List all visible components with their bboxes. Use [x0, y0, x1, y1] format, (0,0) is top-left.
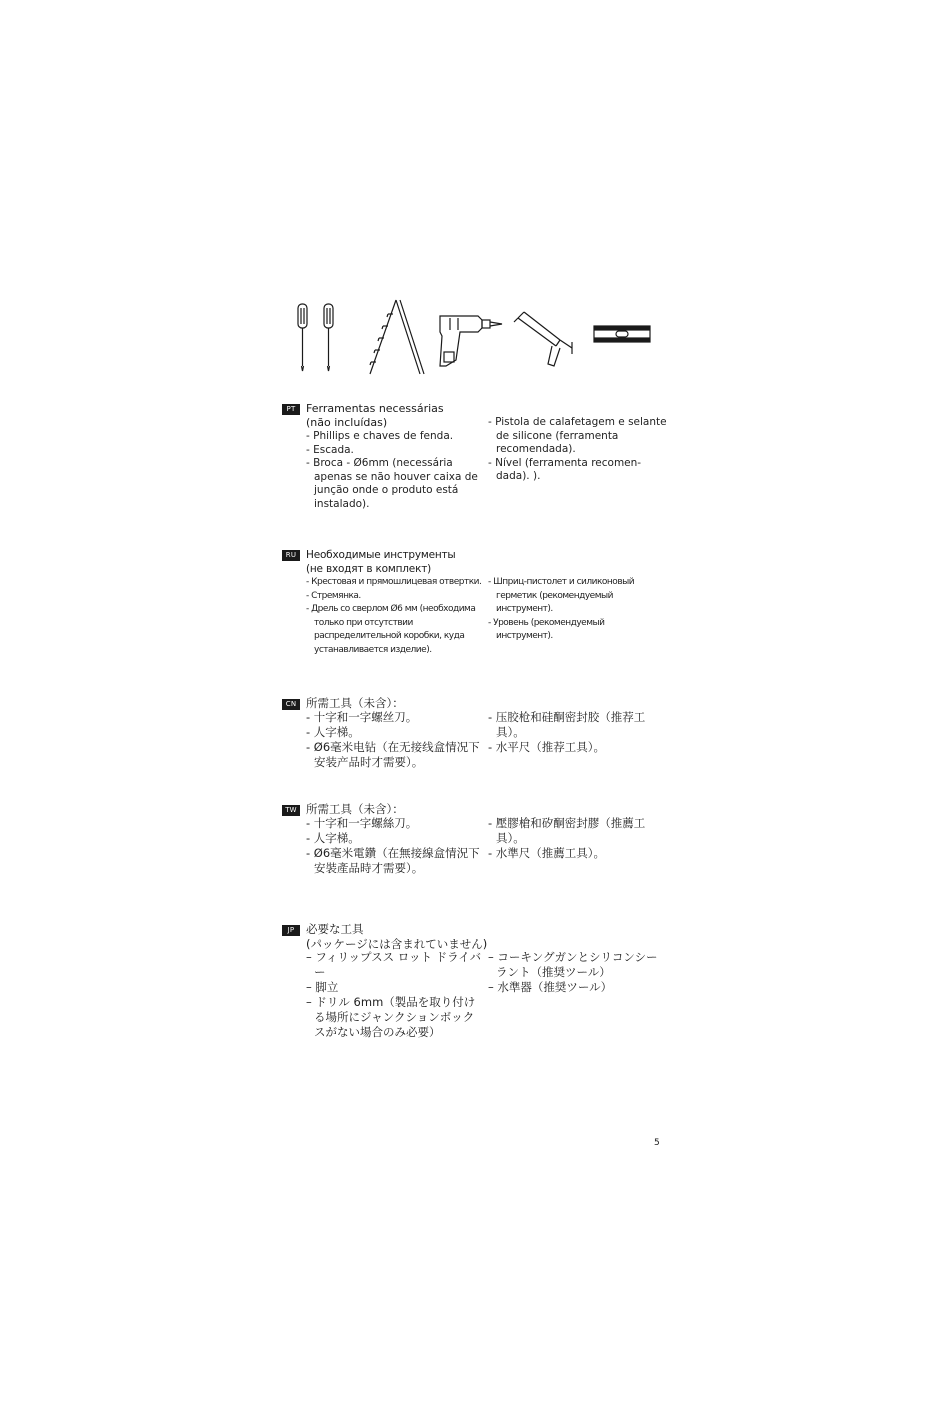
left-column-jp: [306, 950, 482, 1040]
right-column-cn: [488, 710, 664, 755]
left-column-tw: [306, 816, 482, 876]
section-title-ru-line1: Необходимые инструменты: [306, 549, 456, 561]
list-item: - Nível (ferramenta recomen-dada). ).: [488, 456, 642, 483]
right-column-tw: [488, 816, 664, 861]
language-badge-ru: RU: [282, 550, 300, 561]
list-item: - 壓膠槍和矽酮密封膠（推薦工具）。: [488, 816, 646, 845]
left-column-pt: [306, 430, 486, 512]
language-badge-cn: CN: [282, 699, 300, 710]
section-title-jp-line2: (パッケージには含まれていません): [306, 937, 488, 951]
list-item: - 压胶枪和硅酮密封胶（推荐工具）。: [488, 710, 646, 739]
spirit-level-icon: [594, 326, 650, 342]
list-item: - 十字和一字螺絲刀。: [306, 816, 418, 830]
list-item: - Шприц-пистолет и силиконовый герметик (рекомендуемый инструмент).: [488, 577, 635, 615]
screwdrivers-icon: [298, 304, 333, 371]
section-pt: [282, 402, 682, 522]
list-item: – フィリップスス ロット ドライバー: [306, 950, 482, 979]
caulking-gun-icon: [514, 312, 572, 366]
right-column-ru: [488, 576, 653, 644]
list-item: - Escada.: [306, 443, 354, 456]
section-title-pt: [306, 402, 444, 430]
language-badge-tw: TW: [282, 805, 300, 816]
section-title-pt-line1: Ferramentas necessárias: [306, 402, 444, 415]
section-title-cn: 所需工具（未含）：: [306, 696, 404, 710]
list-item: - Ø6毫米电钻（在无接线盒情况下安装产品时才需要）。: [306, 740, 480, 769]
list-item: - 十字和一字螺丝刀。: [306, 710, 418, 724]
list-item: - 水平尺（推荐工具）。: [488, 740, 606, 754]
right-column-pt: [488, 416, 668, 484]
list-item: – コーキングガンとシリコンシーラント（推奨ツール）: [488, 950, 658, 979]
section-title-ru: [306, 548, 456, 576]
list-item: - Ø6毫米電鑽（在無接線盒情況下安裝產品時才需要）。: [306, 846, 480, 875]
section-title-ru-line2: (не входят в комплект): [306, 563, 432, 575]
list-item: - Broca - Ø6mm (necessária apenas se não houver caixa de junção onde o produto está instalado).: [306, 457, 478, 510]
list-item: - Уровень (рекомендуемый инструмент).: [488, 617, 605, 642]
language-badge-jp: JP: [282, 925, 300, 936]
section-tw: [282, 802, 682, 882]
section-jp: [282, 922, 682, 1042]
list-item: - Крестовая и прямошлицевая отвертки.: [306, 577, 482, 587]
left-column-ru: [306, 576, 488, 658]
section-cn: [282, 696, 682, 776]
section-title-tw: 所需工具（未含）：: [306, 802, 404, 816]
list-item: – 脚立: [306, 980, 339, 994]
list-item: - Pistola de calafetagem e selante de silicone (ferramenta recomendada).: [488, 416, 667, 456]
list-item: - Стремянка.: [306, 590, 361, 601]
list-item: - 人字梯。: [306, 725, 360, 739]
list-item: - 人字梯。: [306, 831, 360, 845]
section-title-pt-line2: (não incluídas): [306, 416, 388, 429]
list-item: – 水準器（推奨ツール）: [488, 980, 613, 994]
section-title-jp: [306, 922, 487, 952]
language-badge-pt: PT: [282, 404, 300, 415]
right-column-jp: [488, 950, 668, 995]
list-item: - Phillips e chaves de fenda.: [306, 430, 454, 442]
section-ru: [282, 548, 682, 668]
tool-illustrations: [288, 296, 668, 378]
left-column-cn: [306, 710, 482, 770]
drill-icon: [440, 316, 502, 366]
section-title-jp-line1: 必要な工具: [306, 922, 364, 936]
list-item: - 水準尺（推薦工具）。: [488, 846, 606, 860]
page-number: 5: [654, 1138, 660, 1148]
ladder-icon: [370, 300, 424, 374]
list-item: – ドリル 6mm（製品を取り付ける場所にジャンクションボックスがない場合のみ必要）: [306, 995, 476, 1039]
list-item: - Дрель со сверлом Ø6 мм (необходима только при отсутствии распределительной коробки, куда устанавливается изделие).: [306, 604, 476, 655]
